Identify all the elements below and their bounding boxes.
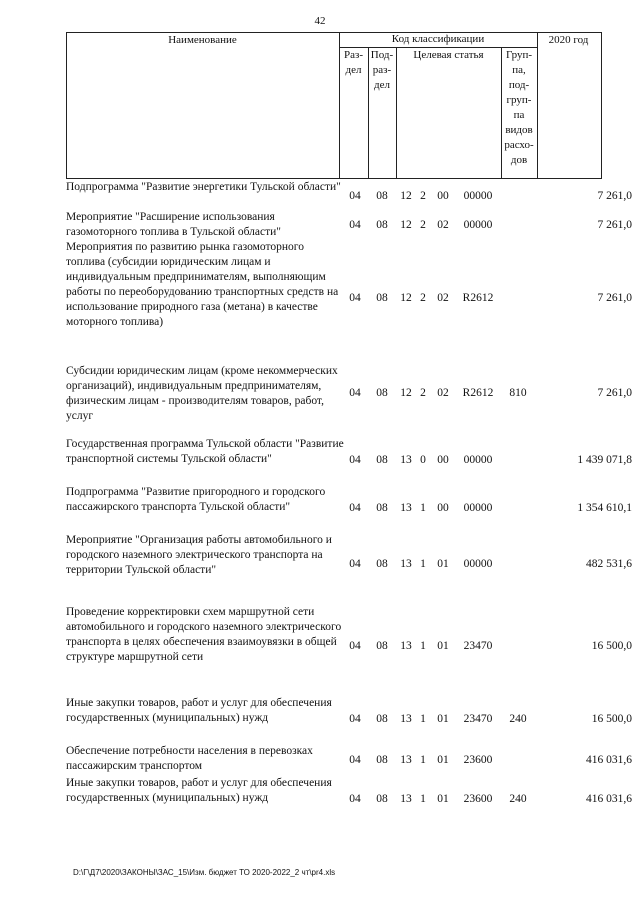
- row-name: Подпрограмма "Развитие энергетики Тульской области": [66, 181, 341, 193]
- row-name: Субсидии юридическим лицам (кроме некоммерческих организаций), индивидуальным предпринимателям, физическим лицам - производителям товаров, работ, услуг: [66, 365, 338, 422]
- row-cs2: 1: [420, 793, 426, 805]
- row-cs4: 00000: [463, 454, 493, 466]
- row-cs1: 12: [400, 292, 412, 304]
- row-amount: 7 261,0: [597, 219, 632, 231]
- row-cs1: 13: [400, 754, 412, 766]
- row-cs4: 00000: [463, 219, 493, 231]
- row-cs4: 23470: [463, 640, 493, 652]
- row-name: Проведение корректировки схем маршрутной сети автомобильного и городского наземного электрического транспорта в целях обеспечения взаимоувязки в общей структуре маршрутной сети: [66, 606, 342, 663]
- row-cs1: 13: [400, 793, 412, 805]
- row-cs4: R2612: [462, 387, 494, 399]
- row-cs3: 01: [437, 754, 449, 766]
- row-podrazdel: 08: [376, 558, 388, 570]
- row-vr: 240: [509, 793, 527, 805]
- header-subsection: Под- раз- дел: [370, 49, 394, 91]
- row-cs3: 02: [437, 292, 449, 304]
- row-cs4: 00000: [463, 502, 493, 514]
- row-cs3: 01: [437, 640, 449, 652]
- row-podrazdel: 08: [376, 454, 388, 466]
- row-amount: 16 500,0: [591, 713, 632, 725]
- row-cs3: 00: [437, 190, 449, 202]
- row-cs2: 1: [420, 754, 426, 766]
- row-name: Мероприятие "Организация работы автомобильного и городского наземного электрического транспорта на территории Тульской области": [66, 534, 332, 576]
- row-cs2: 2: [420, 190, 426, 202]
- row-amount: 1 354 610,1: [577, 502, 632, 514]
- row-amount: 16 500,0: [591, 640, 632, 652]
- row-razdel: 04: [349, 502, 361, 514]
- row-razdel: 04: [349, 558, 361, 570]
- row-podrazdel: 08: [376, 502, 388, 514]
- row-podrazdel: 08: [376, 640, 388, 652]
- row-cs2: 0: [420, 454, 426, 466]
- row-cs3: 01: [437, 713, 449, 725]
- divider: [396, 47, 397, 178]
- row-podrazdel: 08: [376, 219, 388, 231]
- row-cs4: 23470: [463, 713, 493, 725]
- divider: [537, 32, 538, 178]
- row-cs1: 13: [400, 713, 412, 725]
- row-amount: 416 031,6: [586, 793, 632, 805]
- row-cs4: 00000: [463, 190, 493, 202]
- row-name: Мероприятия по развитию рынка газомоторного топлива (субсидии юридическим лицам и индивидуальным предпринимателям, выполняющим работы по переоборудованию транспортных средств на использование природного газа (метана) в качестве моторного топлива): [66, 241, 339, 328]
- row-name: Обеспечение потребности населения в перевозках пассажирским транспортом: [66, 745, 313, 772]
- row-razdel: 04: [349, 219, 361, 231]
- row-razdel: 04: [349, 640, 361, 652]
- row-vr: 810: [509, 387, 527, 399]
- header-name: Наименование: [168, 34, 237, 46]
- row-razdel: 04: [349, 793, 361, 805]
- file-path-footer: D:\Г\Д7\2020\ЗАКОНЫ\ЗАС_15\Изм. бюджет ТО 2020-2022_2 чт\pr4.xls: [73, 868, 336, 877]
- row-cs2: 1: [420, 558, 426, 570]
- row-cs2: 2: [420, 387, 426, 399]
- row-amount: 7 261,0: [597, 387, 632, 399]
- row-name: Подпрограмма "Развитие пригородного и городского пассажирского транспорта Тульской области": [66, 486, 326, 513]
- header-group: Груп- па, под- груп- па видов расхо- дов: [504, 49, 534, 166]
- row-razdel: 04: [349, 292, 361, 304]
- row-cs2: 2: [420, 292, 426, 304]
- row-cs1: 12: [400, 387, 412, 399]
- header-section: Раз- дел: [343, 49, 363, 76]
- row-amount: 1 439 071,8: [577, 454, 632, 466]
- row-razdel: 04: [349, 387, 361, 399]
- row-cs3: 02: [437, 387, 449, 399]
- row-cs3: 00: [437, 454, 449, 466]
- row-cs1: 13: [400, 558, 412, 570]
- row-name: Государственная программа Тульской области "Развитие транспортной системы Тульской области": [66, 438, 344, 465]
- row-cs4: 23600: [463, 754, 493, 766]
- row-amount: 416 031,6: [586, 754, 632, 766]
- row-cs4: 23600: [463, 793, 493, 805]
- row-razdel: 04: [349, 190, 361, 202]
- header-classification: Код классификации: [391, 33, 485, 45]
- row-podrazdel: 08: [376, 754, 388, 766]
- row-podrazdel: 08: [376, 793, 388, 805]
- row-razdel: 04: [349, 454, 361, 466]
- row-cs1: 13: [400, 454, 412, 466]
- row-cs1: 12: [400, 219, 412, 231]
- row-cs3: 01: [437, 558, 449, 570]
- row-cs3: 02: [437, 219, 449, 231]
- row-cs2: 1: [420, 502, 426, 514]
- row-cs2: 1: [420, 713, 426, 725]
- row-razdel: 04: [349, 754, 361, 766]
- header-year: 2020 год: [548, 34, 589, 46]
- row-name: Иные закупки товаров, работ и услуг для обеспечения государственных (муниципальных) нужд: [66, 697, 332, 724]
- row-podrazdel: 08: [376, 387, 388, 399]
- row-name: Мероприятие "Расширение использования газомоторного топлива в Тульской области": [66, 211, 281, 238]
- row-podrazdel: 08: [376, 292, 388, 304]
- row-razdel: 04: [349, 713, 361, 725]
- row-cs4: R2612: [462, 292, 494, 304]
- row-cs4: 00000: [463, 558, 493, 570]
- page-number: 42: [314, 15, 326, 27]
- row-podrazdel: 08: [376, 190, 388, 202]
- row-cs3: 00: [437, 502, 449, 514]
- header-target: Целевая статья: [413, 49, 484, 61]
- row-amount: 7 261,0: [597, 292, 632, 304]
- row-vr: 240: [509, 713, 527, 725]
- row-cs2: 2: [420, 219, 426, 231]
- row-cs3: 01: [437, 793, 449, 805]
- row-cs1: 13: [400, 502, 412, 514]
- row-cs1: 12: [400, 190, 412, 202]
- row-cs2: 1: [420, 640, 426, 652]
- row-podrazdel: 08: [376, 713, 388, 725]
- row-name: Иные закупки товаров, работ и услуг для обеспечения государственных (муниципальных) нужд: [66, 777, 332, 804]
- row-cs1: 13: [400, 640, 412, 652]
- row-amount: 7 261,0: [597, 190, 632, 202]
- row-amount: 482 531,6: [586, 558, 632, 570]
